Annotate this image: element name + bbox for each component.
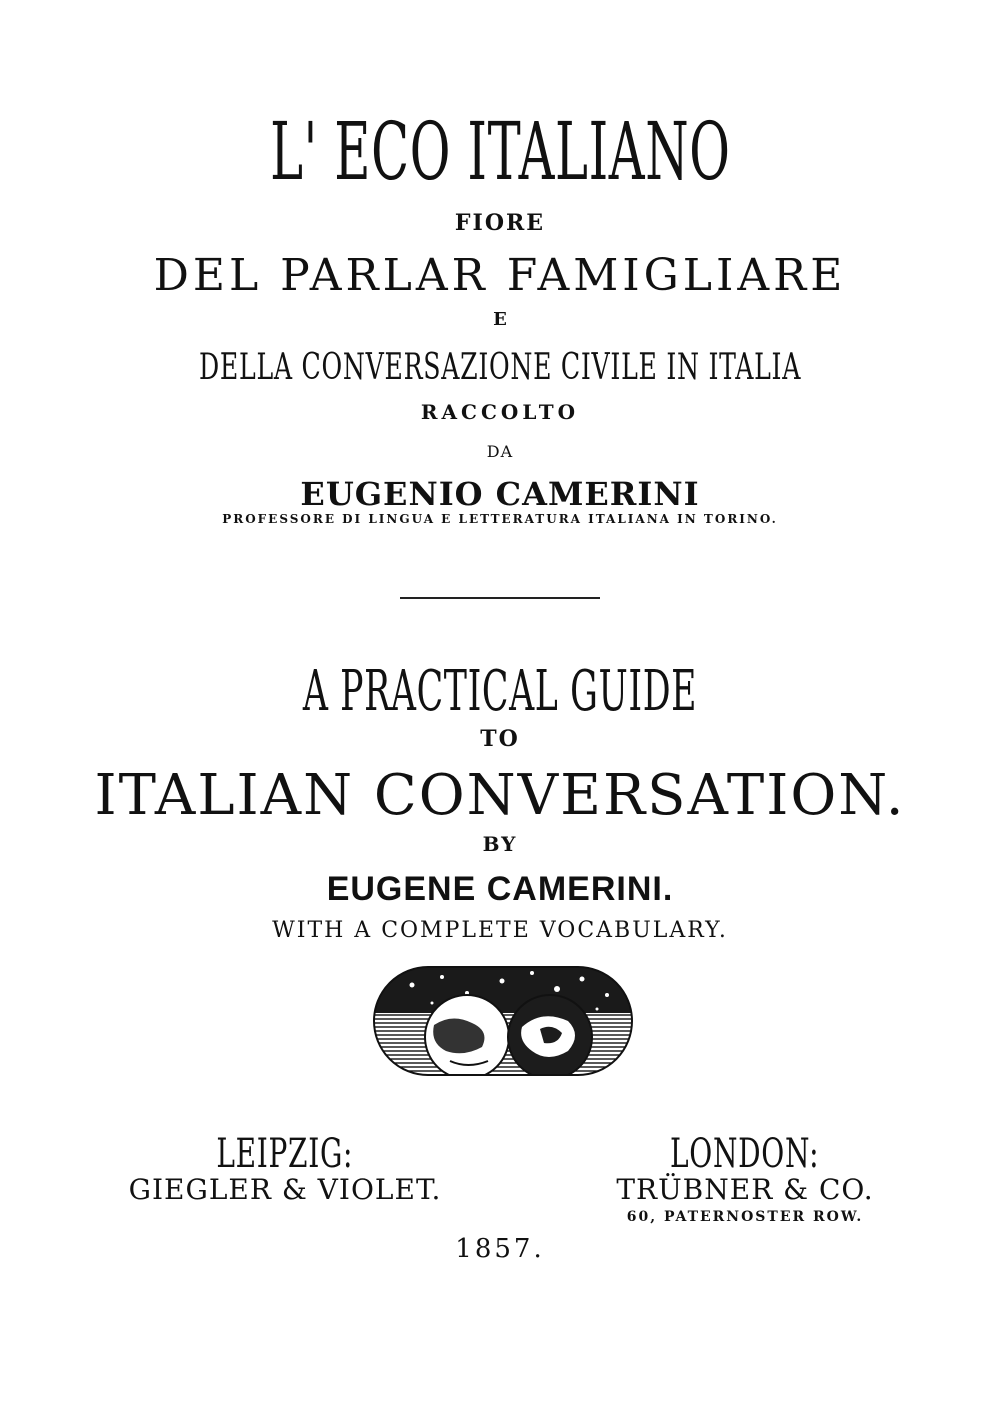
by-label: BY — [482, 832, 518, 856]
london-city-text: LONDON: — [670, 1131, 820, 1177]
leipzig-publisher: GIEGLER & VIOLET. — [128, 1173, 442, 1206]
author-title: PROFESSORE DI LINGUA E LETTERATURA ITALIANA IN TORINO. — [222, 512, 778, 526]
publication-year: 1857. — [455, 1234, 545, 1264]
english-title-line-1-text: A PRACTICAL GUIDE — [302, 659, 698, 724]
subtitle-line-1: DEL PARLAR FAMIGLIARE — [153, 250, 847, 301]
english-title-line-2: ITALIAN CONVERSATION. — [94, 763, 906, 828]
english-title-line-1 — [0, 659, 1000, 724]
english-author-name: EUGENE CAMERINI. — [326, 870, 674, 908]
main-title — [0, 105, 1000, 198]
vocabulary-note: WITH A COMPLETE VOCABULARY. — [272, 918, 728, 943]
london-publisher: TRÜBNER & CO. — [616, 1173, 874, 1206]
italian-author-name: EUGENIO CAMERINI — [300, 475, 700, 513]
globes-emblem-icon — [372, 965, 634, 1077]
london-city — [565, 1131, 925, 1177]
section-divider — [400, 597, 600, 599]
subtitle-line-2-text: DELLA CONVERSAZIONE CIVILE IN ITALIA — [198, 347, 802, 388]
raccolto-label: RACCOLTO — [420, 400, 580, 424]
main-title-text: L' ECO ITALIANO — [269, 105, 731, 198]
da-label: DA — [486, 442, 514, 461]
conjunction-e: E — [493, 309, 507, 330]
to-label: TO — [480, 726, 520, 752]
leipzig-city — [105, 1131, 465, 1177]
fiore-label: FIORE — [454, 210, 546, 236]
leipzig-city-text: LEIPZIG: — [216, 1131, 354, 1177]
london-address: 60, PATERNOSTER ROW. — [626, 1209, 864, 1225]
subtitle-line-2 — [0, 347, 1000, 388]
